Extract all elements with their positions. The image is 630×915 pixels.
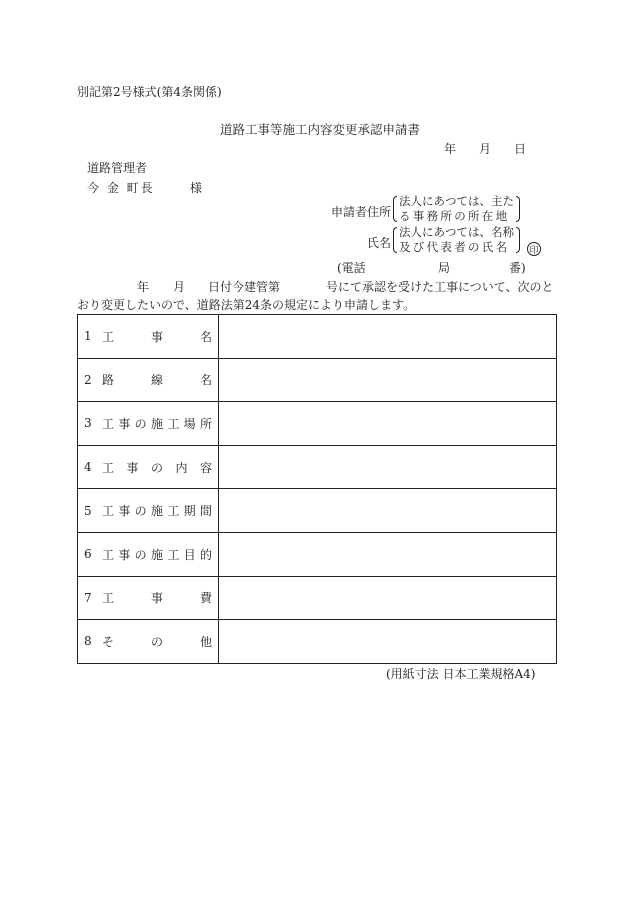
row-value-cell[interactable] — [219, 620, 557, 664]
name-note-line-1: 法人にあつては、名称 — [399, 225, 514, 239]
brace-left — [393, 227, 397, 253]
phone-label: (電話 — [337, 261, 366, 275]
table-row — [78, 402, 557, 446]
brace-right — [516, 196, 520, 222]
paper-size-note: (用紙寸法 日本工業規格A4) — [386, 667, 536, 681]
row-number: 2 — [84, 372, 92, 387]
body-prefix: 日付今建管第 — [208, 280, 281, 294]
row-number: 8 — [84, 634, 92, 649]
row-value-cell[interactable] — [219, 358, 557, 402]
name-note-line-2: 及び代表者の氏名 — [399, 239, 510, 254]
row-label: 工 事 名 — [102, 329, 212, 344]
address-note-line-1: 法人にあつては、主た — [399, 194, 514, 208]
row-number: 5 — [84, 503, 92, 518]
date-year: 年 — [444, 142, 457, 156]
row-label-cell — [78, 358, 219, 402]
row-label-cell — [78, 315, 219, 359]
row-value-cell[interactable] — [219, 402, 557, 446]
body-suffix: 号にて承認を受けた工事について、次のと — [326, 280, 554, 294]
date-day: 日 — [514, 142, 527, 156]
row-value-cell[interactable] — [219, 532, 557, 576]
phone-ban: 番) — [509, 261, 526, 275]
row-number: 1 — [84, 329, 92, 344]
row-value-cell[interactable] — [219, 315, 557, 359]
row-label-cell — [78, 402, 219, 446]
body-year: 年 — [137, 280, 150, 294]
document-title: 道路工事等施工内容変更承認申請書 — [220, 122, 421, 137]
body-line-2: おり変更したいので、道路法第24条の規定により申請します。 — [77, 298, 416, 312]
form-reference: 別記第2号様式(第4条関係) — [77, 85, 222, 99]
table-row — [78, 576, 557, 620]
row-value-cell[interactable] — [219, 445, 557, 489]
date-month: 月 — [479, 142, 492, 156]
table-row — [78, 315, 557, 359]
row-number: 4 — [84, 460, 92, 475]
applicant-address-label: 申請者住所 — [331, 205, 392, 219]
addressee-name: 今 金 町長 — [87, 181, 155, 195]
applicant-address-note — [393, 196, 520, 222]
row-label-cell — [78, 489, 219, 533]
row-label: 工 事 の 施 工 場 所 — [102, 416, 212, 431]
row-label: 工 事 の 施 工 期 間 — [102, 504, 212, 519]
table-row — [78, 445, 557, 489]
body-month: 月 — [173, 280, 186, 294]
row-label-cell — [78, 620, 219, 664]
row-label-cell — [78, 576, 219, 620]
applicant-name-note — [393, 227, 520, 253]
seal-mark: 印 — [527, 242, 541, 256]
row-number: 6 — [84, 547, 92, 562]
table-row — [78, 620, 557, 664]
address-note-line-2: る事務所の所在地 — [399, 208, 510, 223]
addressee-title: 道路管理者 — [87, 161, 148, 175]
row-label-cell — [78, 532, 219, 576]
phone-kyoku: 局 — [438, 261, 451, 275]
row-label: そ の 他 — [102, 634, 212, 649]
row-label-cell — [78, 445, 219, 489]
row-label: 路 線 名 — [102, 373, 212, 388]
row-value-cell[interactable] — [219, 576, 557, 620]
row-label: 工 事 の 内 容 — [102, 460, 212, 475]
row-number: 7 — [84, 590, 92, 605]
row-label: 工 事 費 — [102, 591, 212, 606]
table-row — [78, 489, 557, 533]
applicant-name-label: 氏名 — [367, 236, 392, 250]
brace-right — [516, 227, 520, 253]
table-row — [78, 532, 557, 576]
addressee-honorific: 様 — [190, 181, 203, 195]
row-label: 工 事 の 施 工 目 的 — [102, 547, 212, 562]
application-table — [77, 314, 557, 664]
table-row — [78, 358, 557, 402]
row-number: 3 — [84, 416, 92, 431]
brace-left — [393, 196, 397, 222]
row-value-cell[interactable] — [219, 489, 557, 533]
